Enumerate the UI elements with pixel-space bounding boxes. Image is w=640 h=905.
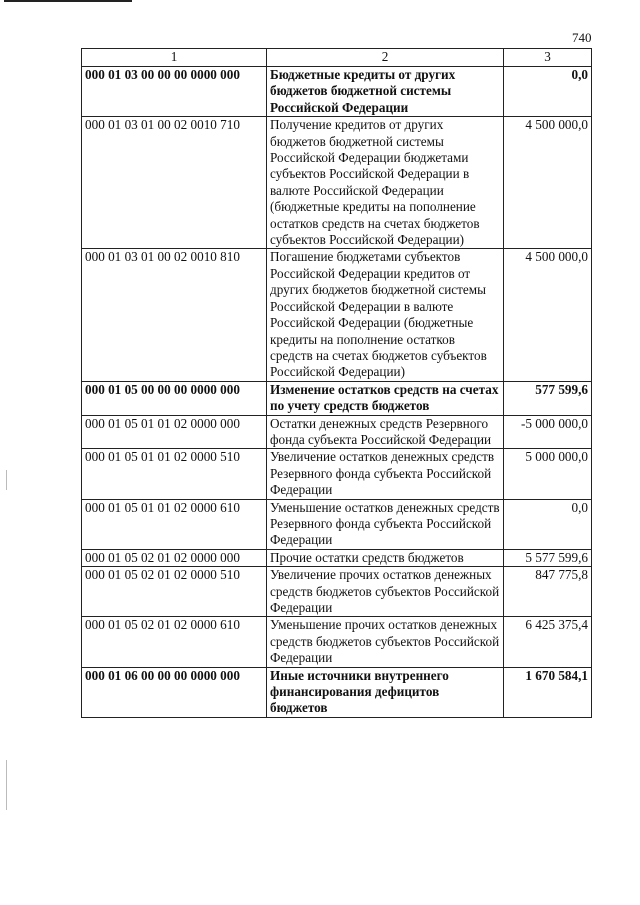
amount: 5 577 599,6 — [504, 549, 592, 566]
budget-code: 000 01 05 00 00 00 0000 000 — [82, 381, 267, 415]
budget-code: 000 01 05 01 01 02 0000 610 — [82, 499, 267, 549]
source-name: Изменение остатков средств на счетах по учету средств бюджетов — [267, 381, 504, 415]
source-name: Иные источники внутреннего финансирования дефицитов бюджетов — [267, 667, 504, 717]
scan-mark — [6, 470, 7, 490]
source-name: Увеличение прочих остатков денежных средств бюджетов субъектов Российской Федерации — [267, 567, 504, 617]
table-header-row — [82, 49, 592, 67]
amount: 847 775,8 — [504, 567, 592, 617]
budget-code: 000 01 05 02 01 02 0000 510 — [82, 567, 267, 617]
scan-mark — [6, 760, 7, 810]
table-row — [82, 381, 592, 415]
budget-code: 000 01 05 02 01 02 0000 610 — [82, 617, 267, 667]
amount: -5 000 000,0 — [504, 415, 592, 449]
table-row — [82, 567, 592, 617]
table-row — [82, 617, 592, 667]
top-rule — [4, 0, 132, 2]
amount: 5 000 000,0 — [504, 449, 592, 499]
source-name: Уменьшение остатков денежных средств Резервного фонда субъекта Российской Федерации — [267, 499, 504, 549]
column-header-code: 1 — [82, 49, 267, 67]
table-row — [82, 549, 592, 566]
budget-code: 000 01 06 00 00 00 0000 000 — [82, 667, 267, 717]
source-name: Получение кредитов от других бюджетов бюджетной системы Российской Федерации бюджетами субъектов Российской Федерации в валюте Российской Федерации (бюджетные кредиты на пополнение остатков средств на счетах бюджетов субъектов Российской Федерации) — [267, 117, 504, 249]
source-name: Прочие остатки средств бюджетов — [267, 549, 504, 566]
column-header-amount: 3 — [504, 49, 592, 67]
table-row — [82, 117, 592, 249]
amount: 4 500 000,0 — [504, 249, 592, 381]
budget-code: 000 01 03 00 00 00 0000 000 — [82, 67, 267, 117]
budget-code: 000 01 03 01 00 02 0010 810 — [82, 249, 267, 381]
table-row — [82, 499, 592, 549]
table-row — [82, 67, 592, 117]
column-header-name: 2 — [267, 49, 504, 67]
page-number: 740 — [572, 30, 592, 45]
amount: 0,0 — [504, 499, 592, 549]
budget-code: 000 01 05 02 01 02 0000 000 — [82, 549, 267, 566]
budget-code: 000 01 05 01 01 02 0000 000 — [82, 415, 267, 449]
table-row — [82, 449, 592, 499]
source-name: Остатки денежных средств Резервного фонда субъекта Российской Федерации — [267, 415, 504, 449]
amount: 0,0 — [504, 67, 592, 117]
source-name: Уменьшение прочих остатков денежных средств бюджетов субъектов Российской Федерации — [267, 617, 504, 667]
amount: 6 425 375,4 — [504, 617, 592, 667]
amount: 4 500 000,0 — [504, 117, 592, 249]
table-row — [82, 667, 592, 717]
table-row — [82, 415, 592, 449]
financing-sources-table — [81, 48, 592, 718]
source-name: Погашение бюджетами субъектов Российской Федерации кредитов от других бюджетов бюджетной системы Российской Федерации в валюте Российской Федерации (бюджетные кредиты на пополнение остатков средств на счетах бюджетов субъектов Российской Федерации) — [267, 249, 504, 381]
amount: 1 670 584,1 — [504, 667, 592, 717]
source-name: Бюджетные кредиты от других бюджетов бюджетной системы Российской Федерации — [267, 67, 504, 117]
budget-code: 000 01 03 01 00 02 0010 710 — [82, 117, 267, 249]
table-row — [82, 249, 592, 381]
budget-code: 000 01 05 01 01 02 0000 510 — [82, 449, 267, 499]
amount: 577 599,6 — [504, 381, 592, 415]
source-name: Увеличение остатков денежных средств Резервного фонда субъекта Российской Федерации — [267, 449, 504, 499]
